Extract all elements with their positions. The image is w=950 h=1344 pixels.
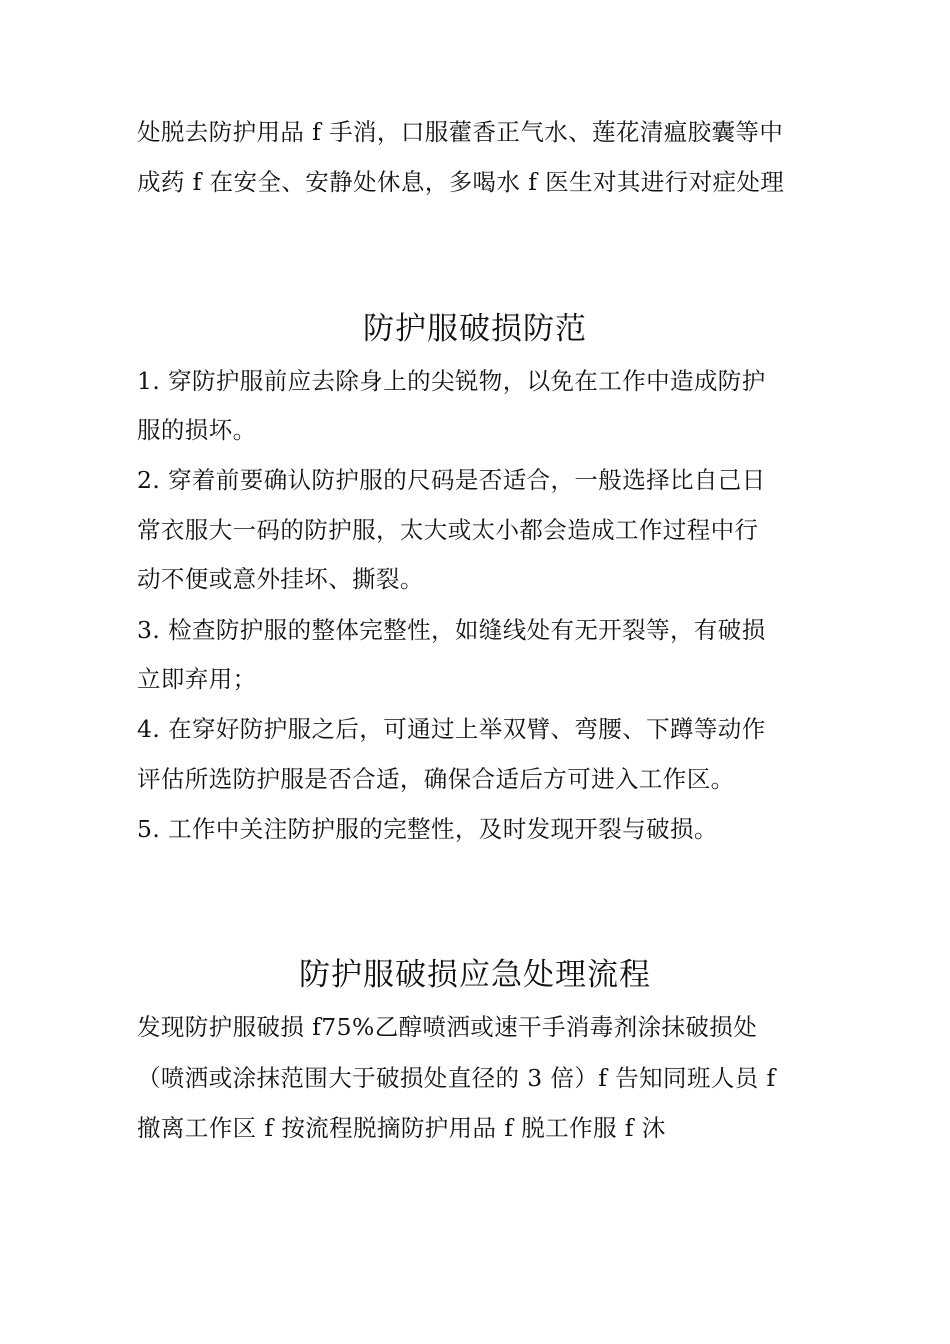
section-heading: 防护服破损防范: [363, 311, 587, 347]
list-item-text: 4. 在穿好防护服之后，可通过上举双臂、弯腰、下蹲等动作: [137, 715, 766, 743]
list-item-text: 动不便或意外挂坏、撕裂。: [137, 565, 424, 593]
list-item-text: 服的损坏。: [137, 416, 257, 444]
list-item-text: 3. 检查防护服的整体完整性，如缝线处有无开裂等，有破损: [137, 616, 766, 644]
list-item-text: 立即弃用；: [137, 665, 257, 693]
text-line: 发现防护服破损 f75%乙醇喷洒或速干手消毒剂涂抹破损处: [137, 1013, 758, 1041]
section-heading: 防护服破损应急处理流程: [299, 957, 651, 993]
list-item-text: 2. 穿着前要确认防护服的尺码是否适合，一般选择比自己日: [137, 466, 766, 494]
list-item-text: 5. 工作中关注防护服的完整性，及时发现开裂与破损。: [137, 815, 718, 843]
text-line: （喷洒或涂抹范围大于破损处直径的 3 倍）f 告知同班人员 f: [137, 1064, 776, 1092]
text-line: 成药 f 在安全、安静处休息，多喝水 f 医生对其进行对症处理: [137, 168, 785, 196]
text-line: 处脱去防护用品 f 手消，口服藿香正气水、莲花清瘟胶囊等中: [137, 118, 784, 146]
list-item-text: 1. 穿防护服前应去除身上的尖锐物，以免在工作中造成防护: [137, 367, 766, 395]
list-item-text: 常衣服大一码的防护服，太大或太小都会造成工作过程中行: [137, 516, 759, 544]
text-line: 撤离工作区 f 按流程脱摘防护用品 f 脱工作服 f 沐: [137, 1114, 666, 1142]
list-item-text: 评估所选防护服是否合适，确保合适后方可进入工作区。: [137, 765, 735, 793]
